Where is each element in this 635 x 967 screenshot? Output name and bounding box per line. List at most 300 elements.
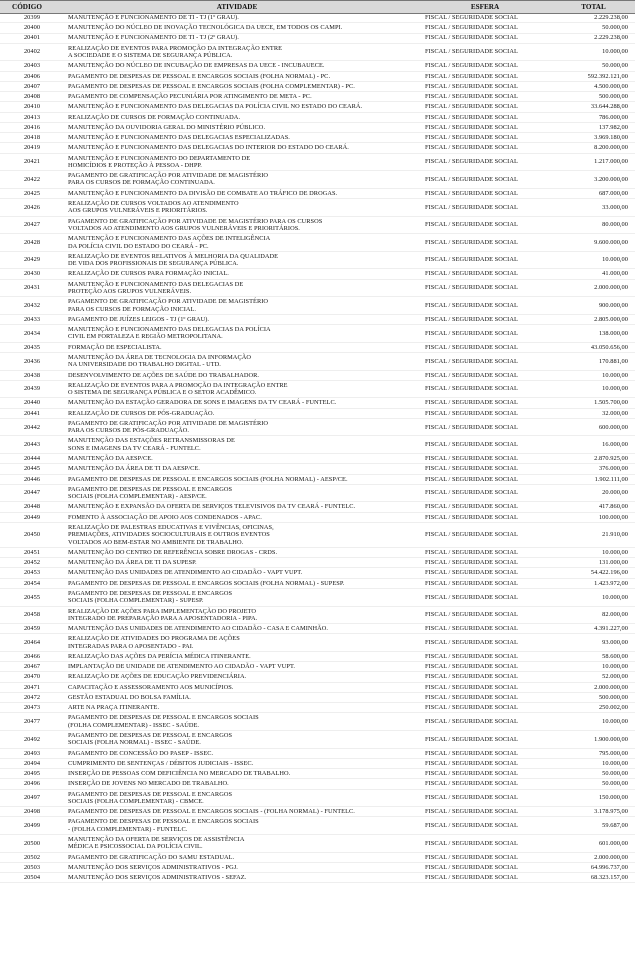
row-code: 20399 xyxy=(23,13,41,21)
row-total: 50.000,00 xyxy=(602,62,628,70)
row-activity: FORMAÇÃO DE ESPECIALISTA. xyxy=(68,343,162,351)
row-code: 20477 xyxy=(23,718,41,726)
row-esfera: FISCAL / SEGURIDADE SOCIAL xyxy=(425,874,518,882)
row-activity: PAGAMENTO DE DESPESAS DE PESSOAL E ENCARGOS SOCIAIS (FOLHA NORMAL) - AESP/CE. xyxy=(68,475,348,483)
row-total: 3.969.180,00 xyxy=(594,134,628,142)
row-code: 20425 xyxy=(23,189,41,197)
row-total: 64.996.737,00 xyxy=(590,863,628,871)
row-code: 20464 xyxy=(23,638,41,646)
table-row xyxy=(0,34,635,44)
row-esfera: FISCAL / SEGURIDADE SOCIAL xyxy=(425,13,518,21)
row-code: 20410 xyxy=(23,103,41,111)
row-total: 41.000,00 xyxy=(602,270,628,278)
row-activity: PAGAMENTO DE DESPESAS DE PESSOAL E ENCARGOS SOCIAIS (FOLHA COMPLEMENTAR) - CBMCE. xyxy=(68,790,233,805)
row-code: 20459 xyxy=(23,625,41,633)
row-code: 20449 xyxy=(23,513,41,521)
row-activity: PAGAMENTO DE GRATIFICAÇÃO POR ATIVIDADE DE MAGISTÉRIO PARA OS CURSOS VOLTADOS AO ATENDIMENTO AOS GRUPOS VULNERÁVEIS E PRIORITÁRIOS. xyxy=(68,217,323,232)
table-row xyxy=(0,475,635,485)
table-row xyxy=(0,607,635,625)
row-total: 80.000,00 xyxy=(602,221,628,229)
row-total: 21.910,00 xyxy=(602,531,628,539)
row-code: 20403 xyxy=(23,62,41,70)
table-row xyxy=(0,419,635,437)
row-activity: MANUTENÇÃO DA OUVIDORIA GERAL DO MINISTÉRIO PÚBLICO. xyxy=(68,123,266,131)
row-activity: REALIZAÇÃO DE AÇÕES PARA IMPLEMENTAÇÃO DO PROJETO INTEGRADO DE PREPARAÇÃO PARA A APOSENTADORIA - PIPA. xyxy=(68,607,258,622)
table-row xyxy=(0,13,635,23)
row-code: 20473 xyxy=(23,704,41,712)
table-row xyxy=(0,662,635,672)
row-total: 3.178.975,00 xyxy=(594,808,628,816)
table-row xyxy=(0,523,635,548)
row-code: 20455 xyxy=(23,593,41,601)
table-row xyxy=(0,769,635,779)
row-esfera: FISCAL / SEGURIDADE SOCIAL xyxy=(425,693,518,701)
row-activity: REALIZAÇÃO DE CURSOS DE PÓS-GRADUAÇÃO. xyxy=(68,409,215,417)
row-esfera: FISCAL / SEGURIDADE SOCIAL xyxy=(425,489,518,497)
table-row xyxy=(0,703,635,713)
row-esfera: FISCAL / SEGURIDADE SOCIAL xyxy=(425,853,518,861)
row-total: 592.392.121,00 xyxy=(587,72,628,80)
row-code: 20434 xyxy=(23,329,41,337)
row-total: 59.687,00 xyxy=(602,822,628,830)
row-esfera: FISCAL / SEGURIDADE SOCIAL xyxy=(425,24,518,32)
row-activity: MANUTENÇÃO DOS SERVIÇOS ADMINISTRATIVOS - SEFAZ. xyxy=(68,874,247,882)
row-esfera: FISCAL / SEGURIDADE SOCIAL xyxy=(425,284,518,292)
row-code: 20498 xyxy=(23,808,41,816)
row-code: 20458 xyxy=(23,611,41,619)
row-code: 20504 xyxy=(23,874,41,882)
row-activity: PAGAMENTO DE DESPESAS DE PESSOAL E ENCARGOS SOCIAIS - (FOLHA NORMAL) - FUNTELC. xyxy=(68,808,355,816)
row-activity: MANUTENÇÃO DA ÁREA DE TI DA AESP/CE. xyxy=(68,465,200,473)
table-row xyxy=(0,558,635,568)
row-esfera: FISCAL / SEGURIDADE SOCIAL xyxy=(425,441,518,449)
row-esfera: FISCAL / SEGURIDADE SOCIAL xyxy=(425,72,518,80)
row-activity: PAGAMENTO DE CONCESSÃO DO PASEP - ISSEC. xyxy=(68,749,214,757)
row-code: 20408 xyxy=(23,93,41,101)
table-row xyxy=(0,133,635,143)
row-total: 10.000,00 xyxy=(602,718,628,726)
row-activity: PAGAMENTO DE DESPESAS DE PESSOAL E ENCARGOS SOCIAIS (FOLHA NORMAL) - ISSEC - SAÚDE. xyxy=(68,732,233,747)
row-code: 20494 xyxy=(23,759,41,767)
row-total: 43.050.656,00 xyxy=(590,343,628,351)
row-esfera: FISCAL / SEGURIDADE SOCIAL xyxy=(425,82,518,90)
row-code: 20427 xyxy=(23,221,41,229)
row-esfera: FISCAL / SEGURIDADE SOCIAL xyxy=(425,503,518,511)
row-esfera: FISCAL / SEGURIDADE SOCIAL xyxy=(425,34,518,42)
row-activity: MANUTENÇÃO DA ÁREA DE TECNOLOGIA DA INFORMAÇÃO NA UNIVERSIDADE DO TRABALHO DIGITAL - UTD. xyxy=(68,353,251,369)
row-activity: REALIZAÇÃO DE EVENTOS PARA A PROMOÇÃO DA INTEGRAÇÃO ENTRE O SISTEMA DE SEGURANÇA PÚBLICA E O SETOR ACADÊMICO. xyxy=(68,381,288,397)
row-code: 20471 xyxy=(23,683,41,691)
row-total: 150.000,00 xyxy=(598,794,628,802)
row-esfera: FISCAL / SEGURIDADE SOCIAL xyxy=(425,103,518,111)
row-total: 795.000,00 xyxy=(598,749,628,757)
row-activity: MANUTENÇÃO E FUNCIONAMENTO DAS DELEGACIAS DA POLÍCIA CIVIL NO ESTADO DO CEARÁ. xyxy=(68,103,363,111)
row-activity: MANUTENÇÃO E FUNCIONAMENTO DE TI - TJ (2º GRAU). xyxy=(68,34,239,42)
row-esfera: FISCAL / SEGURIDADE SOCIAL xyxy=(425,455,518,463)
row-code: 20454 xyxy=(23,579,41,587)
table-row xyxy=(0,790,635,808)
row-activity: REALIZAÇÃO DE CURSOS VOLTADOS AO ATENDIMENTO AOS GRUPOS VULNERÁVEIS E PRIORITÁRIOS. xyxy=(68,200,239,215)
row-activity: ARTE NA PRAÇA ITINERANTE. xyxy=(68,704,160,712)
row-esfera: FISCAL / SEGURIDADE SOCIAL xyxy=(425,238,518,246)
row-activity: FOMENTO À ASSOCIAÇÃO DE APOIO AOS CONDENADOS - APAC. xyxy=(68,513,262,521)
row-code: 20472 xyxy=(23,693,41,701)
row-esfera: FISCAL / SEGURIDADE SOCIAL xyxy=(425,409,518,417)
row-code: 20429 xyxy=(23,256,41,264)
row-code: 20406 xyxy=(23,72,41,80)
row-total: 2.000.000,00 xyxy=(594,683,628,691)
row-esfera: FISCAL / SEGURIDADE SOCIAL xyxy=(425,673,518,681)
row-esfera: FISCAL / SEGURIDADE SOCIAL xyxy=(425,343,518,351)
row-esfera: FISCAL / SEGURIDADE SOCIAL xyxy=(425,48,518,56)
row-esfera: FISCAL / SEGURIDADE SOCIAL xyxy=(425,569,518,577)
row-total: 2.229.238,00 xyxy=(594,34,628,42)
row-activity: REALIZAÇÃO DE EVENTOS PARA PROMOÇÃO DA INTEGRAÇÃO ENTRE A SOCIEDADE E O SISTEMA DE SEGURANÇA PÚBLICA. xyxy=(68,44,283,60)
row-activity: CUMPRIMENTO DE SENTENÇAS / DÉBITOS JUDICIAIS - ISSEC. xyxy=(68,759,254,767)
row-esfera: FISCAL / SEGURIDADE SOCIAL xyxy=(425,683,518,691)
table-row xyxy=(0,759,635,769)
row-total: 1.900.000,00 xyxy=(594,735,628,743)
row-esfera: FISCAL / SEGURIDADE SOCIAL xyxy=(425,158,518,166)
row-esfera: FISCAL / SEGURIDADE SOCIAL xyxy=(425,839,518,847)
row-activity: MANUTENÇÃO DA AESP/CE. xyxy=(68,455,153,463)
row-code: 20451 xyxy=(23,548,41,556)
row-total: 786.000,00 xyxy=(598,113,628,121)
table-row xyxy=(0,325,635,343)
row-activity: PAGAMENTO DE DESPESAS DE PESSOAL E ENCARGOS SOCIAIS (FOLHA COMPLEMENTAR) - ISSEC - SAÚDE. xyxy=(68,714,259,729)
row-activity: MANUTENÇÃO DA OFERTA DE SERVIÇOS DE ASSISTÊNCIA MÉDICA E PSICOSSOCIAL DA POLÍCIA CIVIL. xyxy=(68,836,245,851)
row-esfera: FISCAL / SEGURIDADE SOCIAL xyxy=(425,808,518,816)
row-esfera: FISCAL / SEGURIDADE SOCIAL xyxy=(425,134,518,142)
row-activity: MANUTENÇÃO E FUNCIONAMENTO DAS AÇÕES DE INTELIGÊNCIA DA POLÍCIA CIVIL DO ESTADO DO CEARÁ - PC. xyxy=(68,235,271,250)
row-esfera: FISCAL / SEGURIDADE SOCIAL xyxy=(425,189,518,197)
row-esfera: FISCAL / SEGURIDADE SOCIAL xyxy=(425,759,518,767)
row-total: 10.000,00 xyxy=(602,759,628,767)
row-activity: REALIZAÇÃO DAS AÇÕES DA PERÍCIA MÉDICA ITINERANTE. xyxy=(68,652,251,660)
row-code: 20470 xyxy=(23,673,41,681)
row-activity: DESENVOLVIMENTO DE AÇÕES DE SAÚDE DO TRABALHADOR. xyxy=(68,371,260,379)
row-esfera: FISCAL / SEGURIDADE SOCIAL xyxy=(425,329,518,337)
table-row xyxy=(0,234,635,252)
row-esfera: FISCAL / SEGURIDADE SOCIAL xyxy=(425,513,518,521)
row-total: 93.000,00 xyxy=(602,638,628,646)
table-row xyxy=(0,44,635,62)
row-activity: INSERÇÃO DE PESSOAS COM DEFICIÊNCIA NO MERCADO DE TRABALHO. xyxy=(68,770,291,778)
row-activity: MANUTENÇÃO E FUNCIONAMENTO DAS DELEGACIAS DO INTERIOR DO ESTADO DO CEARÁ. xyxy=(68,144,349,152)
row-activity: REALIZAÇÃO DE AÇÕES DE EDUCAÇÃO PREVIDENCIÁRIA. xyxy=(68,673,247,681)
table-row xyxy=(0,485,635,503)
row-activity: PAGAMENTO DE DESPESAS DE PESSOAL E ENCARGOS SOCIAIS (FOLHA COMPLEMENTAR) - PC. xyxy=(68,82,355,90)
row-esfera: FISCAL / SEGURIDADE SOCIAL xyxy=(425,203,518,211)
table-row xyxy=(0,353,635,371)
table-row xyxy=(0,779,635,789)
row-total: 20.000,00 xyxy=(602,489,628,497)
row-esfera: FISCAL / SEGURIDADE SOCIAL xyxy=(425,175,518,183)
table-row xyxy=(0,61,635,71)
row-activity: MANUTENÇÃO E FUNCIONAMENTO DA DIVISÃO DE COMBATE AO TRÁFICO DE DROGAS. xyxy=(68,189,338,197)
row-total: 10.000,00 xyxy=(602,548,628,556)
row-total: 376.000,00 xyxy=(598,465,628,473)
row-esfera: FISCAL / SEGURIDADE SOCIAL xyxy=(425,371,518,379)
row-code: 20418 xyxy=(23,134,41,142)
row-total: 500.000,00 xyxy=(598,93,628,101)
row-activity: INSERÇÃO DE JOVENS NO MERCADO DE TRABALHO. xyxy=(68,780,229,788)
row-code: 20436 xyxy=(23,357,41,365)
header-atividade: ATIVIDADE xyxy=(216,3,258,11)
row-total: 33.644.288,00 xyxy=(590,103,628,111)
row-code: 20448 xyxy=(23,503,41,511)
table-row xyxy=(0,624,635,634)
row-code: 20431 xyxy=(23,284,41,292)
row-code: 20493 xyxy=(23,749,41,757)
row-total: 1.217.000,00 xyxy=(594,158,628,166)
row-activity: CAPACITAÇÃO E ASSESSORAMENTO AOS MUNICÍPIOS. xyxy=(68,683,234,691)
row-code: 20442 xyxy=(23,423,41,431)
table-row xyxy=(0,863,635,873)
table-row xyxy=(0,652,635,662)
row-total: 50.000,00 xyxy=(602,770,628,778)
row-activity: PAGAMENTO DE DESPESAS DE PESSOAL E ENCARGOS SOCIAIS (FOLHA COMPLEMENTAR) - SUPESP. xyxy=(68,589,233,605)
row-esfera: FISCAL / SEGURIDADE SOCIAL xyxy=(425,749,518,757)
row-code: 20438 xyxy=(23,371,41,379)
row-code: 20402 xyxy=(23,48,41,56)
table-row xyxy=(0,217,635,235)
row-total: 4.500.000,00 xyxy=(594,82,628,90)
row-code: 20435 xyxy=(23,343,41,351)
row-esfera: FISCAL / SEGURIDADE SOCIAL xyxy=(425,579,518,587)
row-esfera: FISCAL / SEGURIDADE SOCIAL xyxy=(425,663,518,671)
row-activity: MANUTENÇÃO E FUNCIONAMENTO DAS DELEGACIAS DE PROTEÇÃO AOS GRUPOS VULNERÁVEIS. xyxy=(68,280,244,295)
table-row xyxy=(0,315,635,325)
row-code: 20433 xyxy=(23,315,41,323)
table-row xyxy=(0,154,635,172)
row-esfera: FISCAL / SEGURIDADE SOCIAL xyxy=(425,315,518,323)
table-row xyxy=(0,269,635,279)
table-row xyxy=(0,143,635,153)
row-code: 20444 xyxy=(23,455,41,463)
table-row xyxy=(0,454,635,464)
row-activity: PAGAMENTO DE GRATIFICAÇÃO POR ATIVIDADE DE MAGISTÉRIO PARA OS CURSOS DE FORMAÇÃO CONTINUADA. xyxy=(68,172,269,187)
row-total: 250.002,00 xyxy=(598,704,628,712)
table-row xyxy=(0,835,635,853)
table-body xyxy=(0,13,635,883)
row-total: 138.000,00 xyxy=(598,329,628,337)
row-activity: MANUTENÇÃO DO NÚCLEO DE INOVAÇÃO TECNOLÓGICA DA UECE, EM TODOS OS CAMPI. xyxy=(68,24,343,32)
table-row xyxy=(0,113,635,123)
row-esfera: FISCAL / SEGURIDADE SOCIAL xyxy=(425,475,518,483)
table-row xyxy=(0,398,635,408)
row-activity: REALIZAÇÃO DE ATIVIDADES DO PROGRAMA DE AÇÕES INTEGRADAS PARA O APOSENTADO - PAI. xyxy=(68,635,240,650)
row-total: 131.000,00 xyxy=(598,559,628,567)
row-code: 20441 xyxy=(23,409,41,417)
table-row xyxy=(0,589,635,607)
row-activity: REALIZAÇÃO DE CURSOS DE FORMAÇÃO CONTINUADA. xyxy=(68,113,241,121)
row-total: 2.000.000,00 xyxy=(594,853,628,861)
row-total: 2.805.000,00 xyxy=(594,315,628,323)
table-row xyxy=(0,693,635,703)
table-row xyxy=(0,873,635,883)
row-esfera: FISCAL / SEGURIDADE SOCIAL xyxy=(425,113,518,121)
table-row xyxy=(0,189,635,199)
table-row xyxy=(0,23,635,33)
row-activity: MANUTENÇÃO E FUNCIONAMENTO DAS DELEGACIAS DA POLÍCIA CIVIL EM FORTALEZA E REGIÃO METROPOLITANA. xyxy=(68,326,271,341)
table-row xyxy=(0,731,635,749)
table-row xyxy=(0,102,635,112)
table-row xyxy=(0,199,635,217)
row-code: 20502 xyxy=(23,853,41,861)
row-total: 58.600,00 xyxy=(602,652,628,660)
table-row xyxy=(0,683,635,693)
row-code: 20400 xyxy=(23,24,41,32)
table-row xyxy=(0,634,635,652)
table-row xyxy=(0,817,635,835)
table-row xyxy=(0,548,635,558)
row-code: 20496 xyxy=(23,780,41,788)
table-row xyxy=(0,297,635,315)
table-row xyxy=(0,409,635,419)
row-esfera: FISCAL / SEGURIDADE SOCIAL xyxy=(425,718,518,726)
row-total: 137.982,00 xyxy=(598,123,628,131)
row-esfera: FISCAL / SEGURIDADE SOCIAL xyxy=(425,423,518,431)
row-esfera: FISCAL / SEGURIDADE SOCIAL xyxy=(425,704,518,712)
table-row xyxy=(0,92,635,102)
row-code: 20466 xyxy=(23,652,41,660)
row-code: 20495 xyxy=(23,770,41,778)
row-total: 9.600.000,00 xyxy=(594,238,628,246)
row-esfera: FISCAL / SEGURIDADE SOCIAL xyxy=(425,780,518,788)
row-esfera: FISCAL / SEGURIDADE SOCIAL xyxy=(425,123,518,131)
row-activity: MANUTENÇÃO DA ESTAÇÃO GERADORA DE SONS E IMAGENS DA TV CEARÁ - FUNTELC. xyxy=(68,399,337,407)
row-code: 20413 xyxy=(23,113,41,121)
row-esfera: FISCAL / SEGURIDADE SOCIAL xyxy=(425,822,518,830)
row-code: 20419 xyxy=(23,144,41,152)
row-total: 68.323.157,00 xyxy=(590,874,628,882)
table-row xyxy=(0,464,635,474)
row-activity: MANUTENÇÃO DAS UNIDADES DE ATENDIMENTO AO CIDADÃO - VAPT VUPT. xyxy=(68,569,303,577)
row-total: 32.000,00 xyxy=(602,409,628,417)
row-esfera: FISCAL / SEGURIDADE SOCIAL xyxy=(425,625,518,633)
row-code: 20492 xyxy=(23,735,41,743)
row-total: 100.000,00 xyxy=(598,513,628,521)
row-activity: MANUTENÇÃO DAS ESTAÇÕES RETRANSMISSORAS DE SONS E IMAGENS DA TV CEARÁ - FUNTELC. xyxy=(68,437,235,452)
row-total: 170.881,00 xyxy=(598,357,628,365)
row-total: 687.000,00 xyxy=(598,189,628,197)
row-total: 16.000,00 xyxy=(602,441,628,449)
row-esfera: FISCAL / SEGURIDADE SOCIAL xyxy=(425,863,518,871)
header-esfera: ESFERA xyxy=(470,3,500,11)
row-activity: MANUTENÇÃO DO CENTRO DE REFERÊNCIA SOBRE DROGAS - CRDS. xyxy=(68,548,278,556)
row-esfera: FISCAL / SEGURIDADE SOCIAL xyxy=(425,93,518,101)
row-total: 50.000,00 xyxy=(602,24,628,32)
table-row xyxy=(0,252,635,270)
row-total: 4.391.227,00 xyxy=(594,625,628,633)
row-activity: MANUTENÇÃO DO NÚCLEO DE INCUBAÇÃO DE EMPRESAS DA UECE - INCUBAUECE. xyxy=(68,62,325,70)
row-esfera: FISCAL / SEGURIDADE SOCIAL xyxy=(425,301,518,309)
row-activity: PAGAMENTO DE JUÍZES LEIGOS - TJ (1º GRAU). xyxy=(68,315,210,323)
row-total: 10.000,00 xyxy=(602,256,628,264)
table-row xyxy=(0,749,635,759)
row-code: 20450 xyxy=(23,531,41,539)
row-total: 2.229.238,00 xyxy=(594,13,628,21)
header-total: TOTAL xyxy=(581,3,606,11)
row-code: 20421 xyxy=(23,158,41,166)
row-total: 50.000,00 xyxy=(602,780,628,788)
row-esfera: FISCAL / SEGURIDADE SOCIAL xyxy=(425,270,518,278)
table-row xyxy=(0,171,635,189)
row-activity: PAGAMENTO DE DESPESAS DE PESSOAL E ENCARGOS SOCIAIS (FOLHA NORMAL) - SUPESP. xyxy=(68,579,345,587)
row-total: 8.200.000,00 xyxy=(594,144,628,152)
row-total: 500.000,00 xyxy=(598,693,628,701)
row-esfera: FISCAL / SEGURIDADE SOCIAL xyxy=(425,559,518,567)
row-code: 20407 xyxy=(23,82,41,90)
row-code: 20445 xyxy=(23,465,41,473)
row-code: 20500 xyxy=(23,839,41,847)
row-activity: REALIZAÇÃO DE EVENTOS RELATIVOS À MELHORIA DA QUALIDADE DE VIDA DOS PROFISSIONAIS DE SEGURANÇA PÚBLICA. xyxy=(68,252,279,268)
row-total: 417.860,00 xyxy=(598,503,628,511)
table-row xyxy=(0,72,635,82)
row-esfera: FISCAL / SEGURIDADE SOCIAL xyxy=(425,357,518,365)
table-row xyxy=(0,280,635,298)
row-esfera: FISCAL / SEGURIDADE SOCIAL xyxy=(425,735,518,743)
row-esfera: FISCAL / SEGURIDADE SOCIAL xyxy=(425,770,518,778)
row-activity: MANUTENÇÃO E EXPANSÃO DA OFERTA DE SERVIÇOS TELEVISIVOS DA TV CEARÁ - FUNTELC. xyxy=(68,503,356,511)
row-activity: MANUTENÇÃO DAS UNIDADES DE ATENDIMENTO AO CIDADÃO - CASA E CAMINHÃO. xyxy=(68,625,329,633)
row-total: 10.000,00 xyxy=(602,663,628,671)
row-activity: MANUTENÇÃO E FUNCIONAMENTO DE TI - TJ (1º GRAU). xyxy=(68,13,239,21)
row-esfera: FISCAL / SEGURIDADE SOCIAL xyxy=(425,144,518,152)
row-code: 20446 xyxy=(23,475,41,483)
row-esfera: FISCAL / SEGURIDADE SOCIAL xyxy=(425,221,518,229)
row-total: 52.000,00 xyxy=(602,673,628,681)
row-total: 1.423.972,00 xyxy=(594,579,628,587)
table-row xyxy=(0,371,635,381)
row-code: 20440 xyxy=(23,399,41,407)
row-esfera: FISCAL / SEGURIDADE SOCIAL xyxy=(425,593,518,601)
row-total: 900.000,00 xyxy=(598,301,628,309)
row-code: 20439 xyxy=(23,385,41,393)
row-activity: PAGAMENTO DE GRATIFICAÇÃO POR ATIVIDADE DE MAGISTÉRIO PARA OS CURSOS DE FORMAÇÃO INICIAL. xyxy=(68,298,269,313)
row-activity: PAGAMENTO DE GRATIFICAÇÃO DO SAMU ESTADUAL. xyxy=(68,853,235,861)
table-row xyxy=(0,853,635,863)
row-activity: MANUTENÇÃO DA ÁREA DE TI DA SUPESP. xyxy=(68,559,197,567)
table-row xyxy=(0,807,635,817)
row-code: 20426 xyxy=(23,203,41,211)
table-row xyxy=(0,502,635,512)
row-code: 20497 xyxy=(23,794,41,802)
row-esfera: FISCAL / SEGURIDADE SOCIAL xyxy=(425,465,518,473)
row-code: 20416 xyxy=(23,123,41,131)
row-code: 20401 xyxy=(23,34,41,42)
row-total: 10.000,00 xyxy=(602,371,628,379)
row-code: 20453 xyxy=(23,569,41,577)
row-total: 1.902.111,00 xyxy=(594,475,628,483)
row-esfera: FISCAL / SEGURIDADE SOCIAL xyxy=(425,256,518,264)
row-activity: MANUTENÇÃO DOS SERVIÇOS ADMINISTRATIVOS - PGJ. xyxy=(68,863,238,871)
table-row xyxy=(0,672,635,682)
row-code: 20432 xyxy=(23,301,41,309)
row-esfera: FISCAL / SEGURIDADE SOCIAL xyxy=(425,399,518,407)
row-code: 20452 xyxy=(23,559,41,567)
row-esfera: FISCAL / SEGURIDADE SOCIAL xyxy=(425,611,518,619)
row-total: 10.000,00 xyxy=(602,48,628,56)
row-total: 2.870.925,00 xyxy=(594,455,628,463)
row-total: 82.000,00 xyxy=(602,611,628,619)
row-activity: PAGAMENTO DE COMPENSAÇÃO PECUNIÁRIA POR ATINGIMENTO DE META - PC. xyxy=(68,93,312,101)
table-header xyxy=(0,0,635,14)
row-activity: PAGAMENTO DE DESPESAS DE PESSOAL E ENCARGOS SOCIAIS (FOLHA COMPLEMENTAR) - AESP/CE. xyxy=(68,485,233,501)
row-code: 20447 xyxy=(23,489,41,497)
table-row xyxy=(0,436,635,454)
